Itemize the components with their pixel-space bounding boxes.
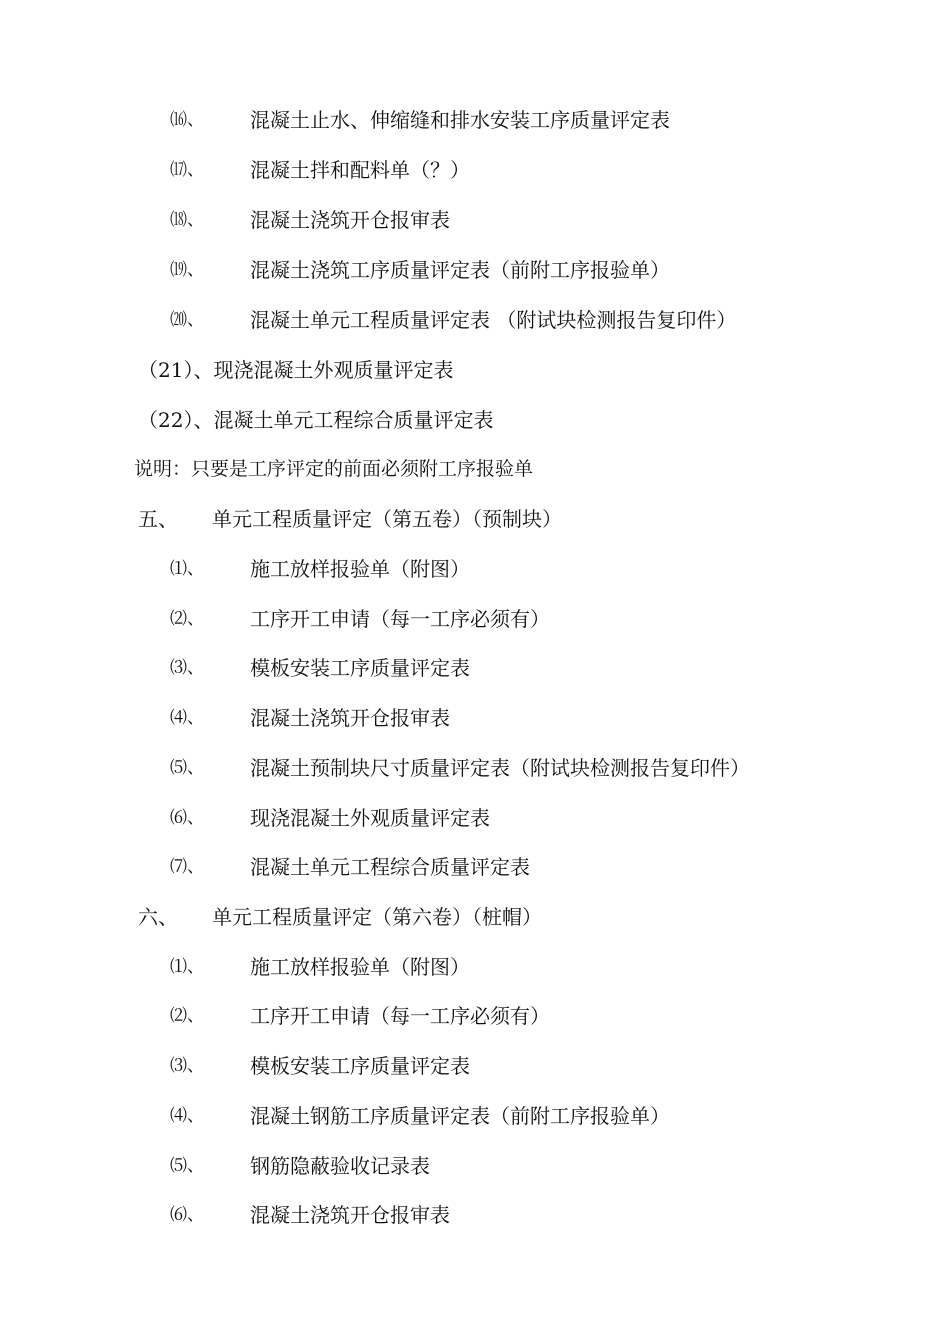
section-title: 单元工程质量评定（第五卷）（预制块） bbox=[212, 507, 562, 531]
item-text: 工序开工申请（每一工序必须有） bbox=[250, 607, 550, 631]
item-text: 混凝土钢筋工序质量评定表（前附工序报验单） bbox=[250, 1104, 670, 1128]
item-text: 模板安装工序质量评定表 bbox=[250, 656, 470, 680]
item-text: 混凝土浇筑开仓报审表 bbox=[250, 1203, 450, 1227]
item-text: 施工放样报验单（附图） bbox=[250, 557, 470, 581]
item-number: ⑷、 bbox=[170, 708, 204, 728]
item-number: ⑵、 bbox=[170, 609, 204, 629]
item-number: ⒅、 bbox=[170, 210, 204, 230]
item-text: （21）、现浇混凝土外观质量评定表 bbox=[138, 358, 454, 382]
item-number: ⑴、 bbox=[170, 559, 204, 579]
item-text: 混凝土单元工程质量评定表 （附试块检测报告复印件） bbox=[250, 308, 737, 332]
item-text: 混凝土浇筑工序质量评定表（前附工序报验单） bbox=[250, 258, 670, 282]
item-number: ⒇、 bbox=[170, 310, 204, 330]
item-number: ⑴、 bbox=[170, 957, 204, 977]
section-number: 六、 bbox=[138, 905, 178, 929]
item-text: （22）、混凝土单元工程综合质量评定表 bbox=[138, 408, 494, 432]
item-number: ⑸、 bbox=[170, 758, 204, 778]
item-number: ⑵、 bbox=[170, 1006, 204, 1026]
item-text: 混凝土浇筑开仓报审表 bbox=[250, 706, 450, 730]
item-number: ⑹、 bbox=[170, 1205, 204, 1225]
item-text: 混凝土拌和配料单（？） bbox=[250, 158, 470, 182]
item-text: 混凝土预制块尺寸质量评定表（附试块检测报告复印件） bbox=[250, 756, 750, 780]
item-number: ⑸、 bbox=[170, 1156, 204, 1176]
item-number: ⑹、 bbox=[170, 808, 204, 828]
item-text: 现浇混凝土外观质量评定表 bbox=[250, 806, 490, 830]
item-text: 混凝土浇筑开仓报审表 bbox=[250, 208, 450, 232]
item-number: ⑶、 bbox=[170, 1056, 204, 1076]
item-text: 混凝土单元工程综合质量评定表 bbox=[250, 855, 530, 879]
item-text: 钢筋隐蔽验收记录表 bbox=[250, 1154, 430, 1178]
item-text: 施工放样报验单（附图） bbox=[250, 955, 470, 979]
section-title: 单元工程质量评定（第六卷）（桩帽） bbox=[212, 905, 542, 929]
item-number: ⑺、 bbox=[170, 857, 204, 877]
item-text: 模板安装工序质量评定表 bbox=[250, 1054, 470, 1078]
item-number: ⑶、 bbox=[170, 658, 204, 678]
item-text: 工序开工申请（每一工序必须有） bbox=[250, 1004, 550, 1028]
item-text: 混凝土止水、伸缩缝和排水安装工序质量评定表 bbox=[250, 108, 670, 132]
item-number: ⒄、 bbox=[170, 160, 204, 180]
item-number: ⑷、 bbox=[170, 1106, 204, 1126]
item-number: ⒃、 bbox=[170, 110, 204, 130]
section-number: 五、 bbox=[138, 507, 178, 531]
note-text: 说明：只要是工序评定的前面必须附工序报验单 bbox=[134, 458, 534, 480]
item-number: ⒆、 bbox=[170, 260, 204, 280]
